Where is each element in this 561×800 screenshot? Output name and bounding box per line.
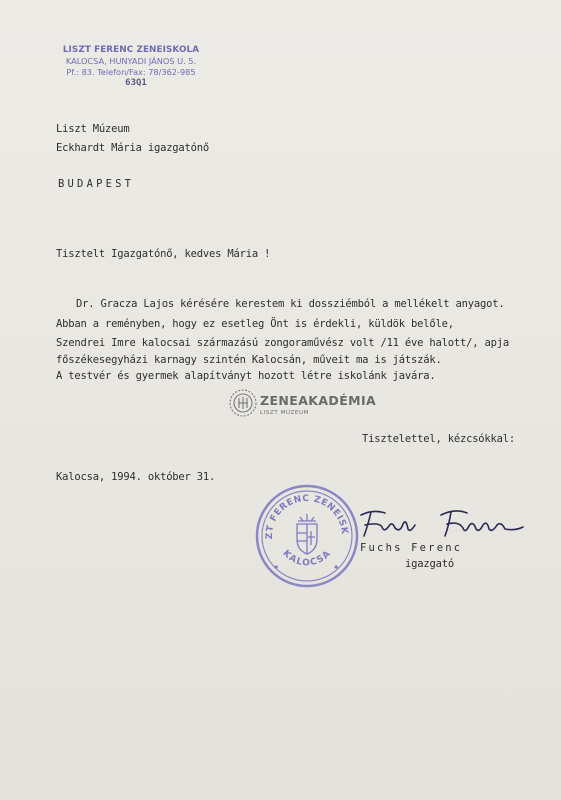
seal-bottom-text: KALOCSA (280, 548, 334, 569)
letterhead-reference-number: 63Q1 (125, 78, 147, 88)
letterhead-stamp (56, 45, 206, 89)
seal-top-text: ZT FERENC ZENEISK (264, 493, 350, 540)
logo-wordmark: ZENEAKADÉMIA (260, 393, 377, 408)
letterhead-school-name: LISZT FERENC ZENEISKOLA (62, 45, 200, 55)
svg-text:✱: ✱ (334, 563, 339, 571)
svg-text:✱: ✱ (274, 563, 279, 571)
body-line: Szendrei Imre kalocsai származású zongoraművész volt /11 éve halott/, apja (56, 337, 509, 349)
school-round-seal (254, 483, 360, 589)
closing-phrase: Tisztelettel, kézcsókkal: (362, 433, 516, 445)
signer-name: Fuchs Ferenc (360, 542, 463, 554)
letter-date: Kalocsa, 1994. október 31. (56, 471, 216, 483)
handwritten-signature (355, 503, 525, 543)
body-line: Abban a reményben, hogy ez esetleg Önt is érdekli, küldök belőle, (56, 318, 454, 330)
recipient-person: Eckhardt Mária igazgatónő (56, 142, 210, 154)
recipient-institution: Liszt Múzeum (56, 123, 130, 135)
letterhead-contact: Pf.: 83. Telefon/Fax: 78/362-985 (66, 67, 196, 77)
body-line: Dr. Gracza Lajos kérésére kerestem ki dossziémból a mellékelt anyagot. (76, 298, 505, 310)
laurel-emblem-icon (228, 387, 258, 419)
letterhead-address: KALOCSA, HUNYADI JÁNOS U. 5. (65, 56, 197, 66)
signer-title: igazgató (405, 558, 454, 570)
body-line: A testvér és gyermek alapítványt hozott létre iskolánk javára. (56, 370, 436, 382)
salutation: Tisztelt Igazgatónő, kedves Mária ! (56, 248, 271, 260)
recipient-city: BUDAPEST (58, 178, 135, 190)
body-line: főszékesegyházi karnagy szintén Kalocsán, műveit ma is játszák. (56, 354, 442, 366)
zeneakademia-logo (228, 383, 377, 423)
coat-of-arms-icon (297, 514, 317, 554)
logo-subtitle: LISZT MÚZEUM (260, 410, 309, 416)
